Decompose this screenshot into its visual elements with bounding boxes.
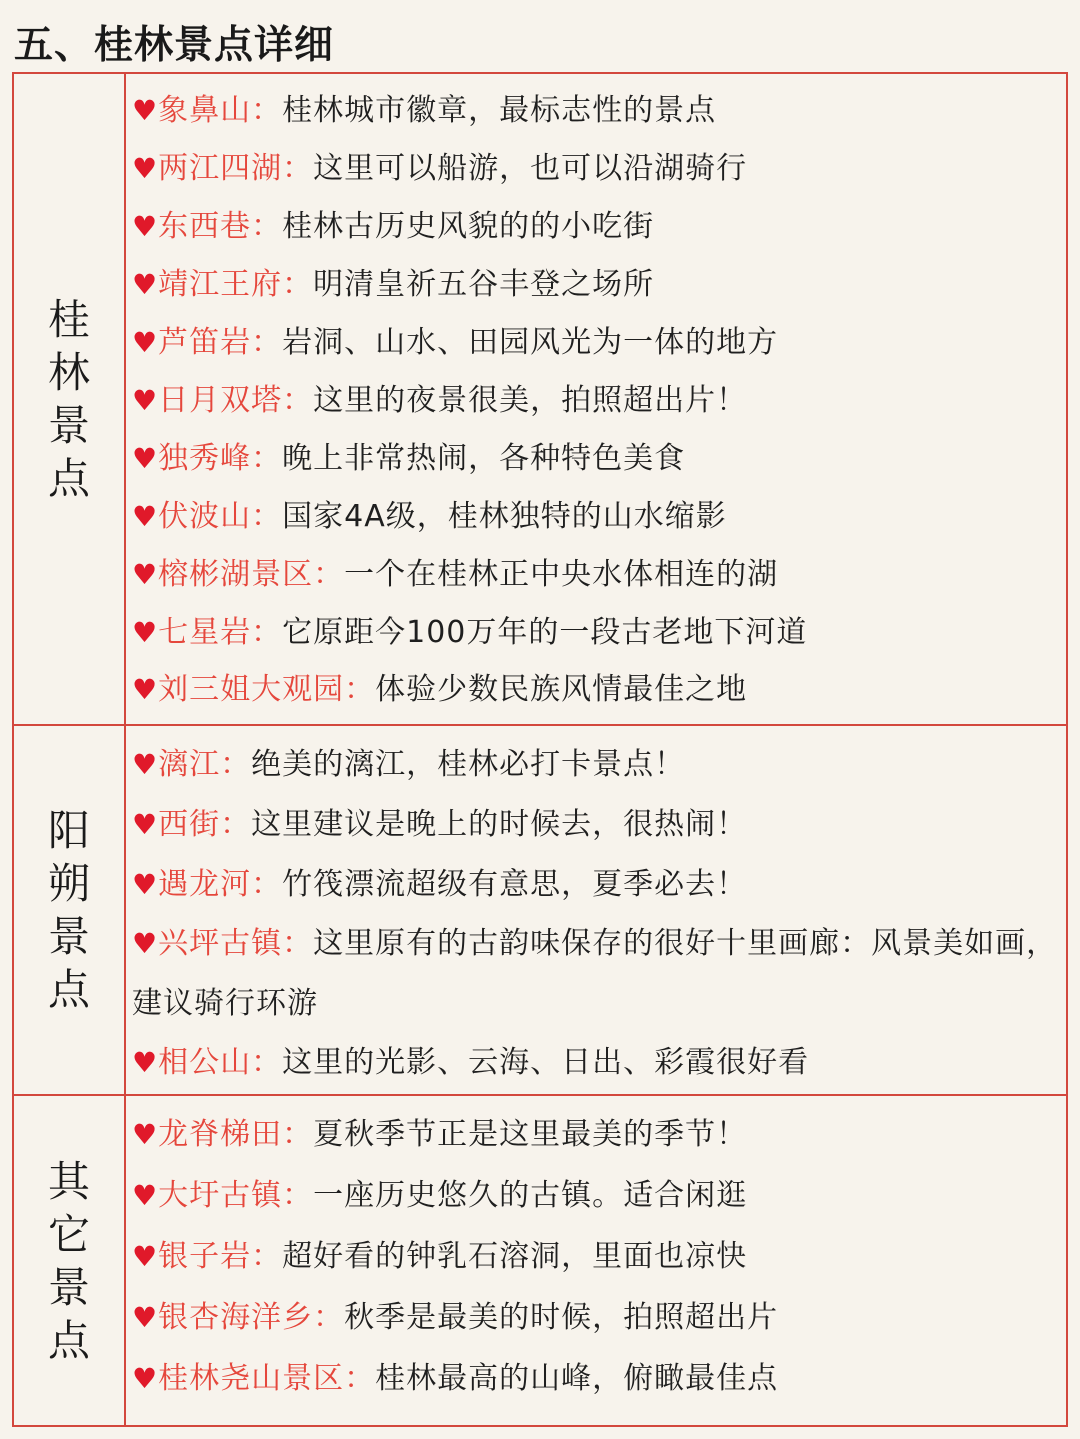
item-desc: 一座历史悠久的古镇。适合闲逛 [313,1178,748,1213]
heart-icon: ♥ [132,616,159,649]
item-separator: ： [251,867,283,902]
item-list [132,726,1058,1094]
item-separator: ： [344,1361,376,1396]
item-name: 独秀峰 [158,441,252,476]
item-desc: 体验少数民族风情最佳之地 [375,672,748,707]
item-desc: 一个在桂林正中央水体相连的湖 [344,557,779,592]
section-guilin [14,74,1066,726]
item-separator: ： [251,615,283,650]
item-name: 象鼻山 [158,93,252,128]
item-list [132,1096,1058,1425]
item-separator: ： [282,151,314,186]
item-desc: 国家4A级，桂林独特的山水缩影 [282,499,727,534]
item-separator: ： [251,93,283,128]
item-name: 东西巷 [158,209,252,244]
item-name: 两江四湖 [158,151,283,186]
item-desc: 晚上非常热闹，各种特色美食 [282,441,686,476]
list-item [132,661,1058,719]
heart-icon: ♥ [132,868,159,901]
item-name: 靖江王府 [158,267,283,302]
list-item [132,796,1058,854]
item-name: 刘三姐大观园 [158,672,345,707]
list-item [132,1228,1058,1286]
section-yangshuo [14,726,1066,1096]
list-item [132,198,1058,256]
item-separator: ： [282,1178,314,1213]
list-item [132,856,1058,914]
list-item [132,372,1058,430]
heart-icon: ♥ [132,558,159,591]
heart-icon: ♥ [132,384,159,417]
item-separator: ： [220,747,252,782]
list-item [132,1106,1058,1164]
heart-icon: ♥ [132,1362,159,1395]
item-separator: ： [251,499,283,534]
item-separator: ： [344,672,376,707]
item-name: 相公山 [158,1045,252,1080]
item-desc: 秋季是最美的时候，拍照超出片 [344,1300,779,1335]
heart-icon: ♥ [132,152,159,185]
heart-icon: ♥ [132,808,159,841]
item-separator: ： [220,807,252,842]
item-desc: 竹筏漂流超级有意思，夏季必去！ [282,867,748,902]
item-separator: ： [282,383,314,418]
item-name: 七星岩 [158,615,252,650]
heart-icon: ♥ [132,1240,159,1273]
item-name: 银子岩 [158,1239,252,1274]
item-desc: 桂林城市徽章，最标志性的景点 [282,93,717,128]
list-item [132,256,1058,314]
heart-icon: ♥ [132,748,159,781]
heart-icon: ♥ [132,268,159,301]
item-desc: 它原距今100万年的一段古老地下河道 [282,615,808,650]
list-item [132,488,1058,546]
item-name: 龙脊梯田 [158,1117,283,1152]
item-desc: 超好看的钟乳石溶洞，里面也凉快 [282,1239,748,1274]
list-item [132,430,1058,488]
item-name: 桂林尧山景区 [158,1361,345,1396]
page-title: 五、桂林景点详细 [14,23,335,68]
item-separator: ： [251,325,283,360]
item-desc: 夏秋季节正是这里最美的季节！ [313,1117,748,1152]
item-name: 榕彬湖景区 [158,557,314,592]
section-label-cell [14,1096,126,1425]
item-name: 西街 [158,807,221,842]
item-separator: ： [251,1045,283,1080]
list-item [132,1350,1058,1408]
item-separator: ： [282,1117,314,1152]
item-desc: 桂林最高的山峰，俯瞰最佳点 [375,1361,779,1396]
item-name: 大圩古镇 [158,1178,283,1213]
item-list [132,74,1058,724]
heart-icon: ♥ [132,210,159,243]
item-desc: 明清皇祈五谷丰登之场所 [313,267,655,302]
heart-icon: ♥ [132,1118,159,1151]
list-item [132,82,1058,140]
list-item [132,314,1058,372]
item-name: 漓江 [158,747,221,782]
item-desc: 这里的光影、云海、日出、彩霞很好看 [282,1045,810,1080]
item-name: 遇龙河 [158,867,252,902]
heart-icon: ♥ [132,1179,159,1212]
item-desc: 桂林古历史风貌的的小吃街 [282,209,655,244]
section-label-cell [14,74,126,724]
item-name: 兴坪古镇 [158,926,283,961]
item-name: 日月双塔 [158,383,283,418]
item-desc: 这里可以船游，也可以沿湖骑行 [313,151,748,186]
list-item [132,140,1058,198]
item-separator: ： [282,267,314,302]
list-item [132,546,1058,604]
list-item [132,914,1058,1034]
item-desc: 这里的夜景很美，拍照超出片！ [313,383,748,418]
item-name: 伏波山 [158,499,252,534]
list-item [132,1034,1058,1092]
item-separator: ： [313,557,345,592]
item-separator: ： [251,1239,283,1274]
item-desc: 这里原有的古韵味保存的很好十里画廊：风景美如画，建议骑行环游 [132,926,1058,1021]
attractions-table [12,72,1068,1427]
list-item [132,1289,1058,1347]
item-desc: 这里建议是晚上的时候去，很热闹！ [251,807,748,842]
item-name: 芦笛岩 [158,325,252,360]
section-label: 其它景点 [47,1156,90,1365]
heart-icon: ♥ [132,326,159,359]
heart-icon: ♥ [132,442,159,475]
list-item [132,1167,1058,1225]
item-separator: ： [251,441,283,476]
heart-icon: ♥ [132,1301,159,1334]
section-others [14,1096,1066,1425]
section-label: 阳朔景点 [47,806,90,1014]
heart-icon: ♥ [132,94,159,127]
item-desc: 绝美的漓江，桂林必打卡景点！ [251,747,686,782]
item-separator: ： [313,1300,345,1335]
item-desc: 岩洞、山水、田园风光为一体的地方 [282,325,779,360]
heart-icon: ♥ [132,1046,159,1079]
section-label: 桂林景点 [47,295,90,503]
heart-icon: ♥ [132,927,159,960]
item-name: 银杏海洋乡 [158,1300,314,1335]
item-separator: ： [251,209,283,244]
list-item [132,604,1058,662]
section-label-cell [14,726,126,1094]
item-separator: ： [282,926,314,961]
heart-icon: ♥ [132,673,159,706]
heart-icon: ♥ [132,500,159,533]
list-item [132,736,1058,794]
